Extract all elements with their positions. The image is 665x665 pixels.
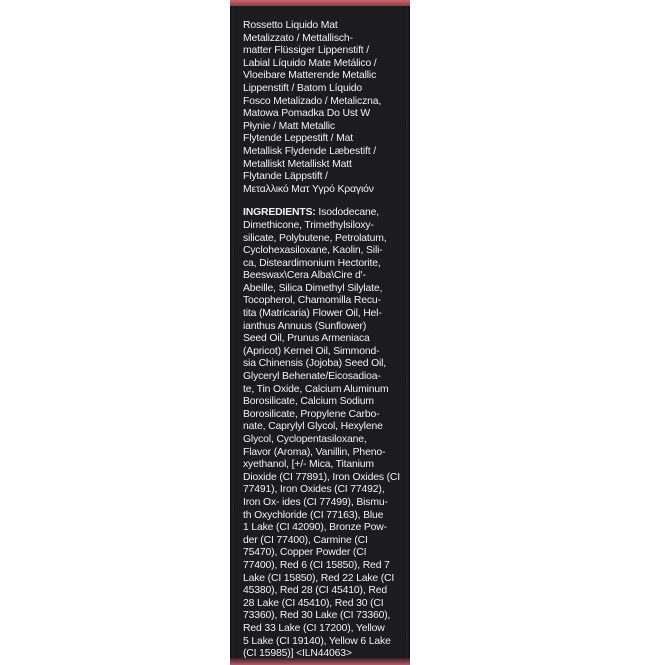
ingredient-line: Abeille, Silica Dimethyl Silylate, [243, 282, 383, 294]
product-name-translations [243, 20, 405, 196]
ingredient-line: 75470), Copper Powder (CI [243, 547, 367, 559]
ingredient-line: 5 Lake (CI 19140), Yellow 6 Lake [243, 635, 391, 647]
label-text [243, 20, 405, 661]
ingredients-first-text: Isododecane, [315, 207, 380, 219]
ingredient-line: 77491), Iron Oxides (CI 77492), [243, 484, 385, 496]
ingredient-line: 77400), Red 6 (CI 15850), Red 7 [243, 559, 390, 571]
name-line: Μεταλλικό Ματ Υγρό Κραγιόν [243, 183, 374, 195]
ingredient-line: 45380), Red 28 (CI 45410), Red [243, 585, 387, 597]
ingredient-line: Cyclohexasiloxane, Kaolin, Sili- [243, 245, 383, 257]
ingredient-line: Flavor (Aroma), Vanillin, Pheno- [243, 446, 386, 458]
ingredient-line: silicate, Polybutene, Petrolatum, [243, 232, 387, 244]
ingredient-line: Borosilicate, Propylene Carbo- [243, 408, 380, 420]
name-line: matter Flüssiger Lippenstift / [243, 45, 370, 57]
name-line: Flytande Läppstift / [243, 171, 328, 183]
ingredient-line: th Oxychloride (CI 77163), Blue [243, 509, 384, 521]
ingredients-first-line [243, 207, 405, 220]
ingredient-line: te, Tin Oxide, Calcium Aluminum [243, 383, 389, 395]
ingredient-line: Seed Oil, Prunus Armeniaca [243, 333, 370, 345]
ingredient-line: ca, Disteardimonium Hectorite, [243, 257, 381, 269]
ingredient-line: nate, Caprylyl Glycol, Hexylene [243, 421, 383, 433]
name-line: Płynie / Matt Metallic [243, 120, 335, 132]
ingredients-list [243, 207, 405, 660]
ingredient-line: xyethanol, [+/- Mica, Titanium [243, 459, 374, 471]
name-line: Flytende Leppestift / Mat [243, 133, 354, 145]
name-line: Vloeibare Matterende Metallic [243, 70, 377, 82]
name-line: Labial Líquido Mate Metálico / [243, 57, 377, 69]
ingredient-line: Borosilicate, Calcium Sodium [243, 396, 374, 408]
ingredient-line: ianthus Annuus (Sunflower) [243, 320, 367, 332]
ingredient-line: (CI 15985)] <ILN44063> [243, 648, 352, 660]
ingredient-line: Tocopherol, Chamomilla Recu- [243, 295, 381, 307]
ingredient-line: Lake (CI 15850), Red 22 Lake (CI [243, 572, 395, 584]
box-right-edge [406, 0, 410, 665]
ingredient-line: Beeswax\Cera Alba\Cire d'- [243, 270, 366, 282]
ingredient-line: sia Chinensis (Jojoba) Seed Oil, [243, 358, 387, 370]
name-line: Metalliskt Metalliskt Matt [243, 158, 352, 170]
ingredient-line: 73360), Red 30 Lake (CI 73360), [243, 610, 391, 622]
name-line: Lippenstift / Batom Líquido [243, 82, 362, 94]
box-left-edge [230, 0, 234, 665]
name-line: Fosco Metalizado / Metaliczna, [243, 95, 382, 107]
ingredient-line: Red 33 Lake (CI 17200), Yellow [243, 622, 385, 634]
name-line: Rossetto Liquido Mat [243, 20, 338, 31]
name-line: Metalizzato / Mettallisch- [243, 32, 353, 44]
ingredient-line: Dimethicone, Trimethylsiloxy- [243, 219, 374, 231]
name-line: Matowa Pomadka Do Ust W [243, 108, 371, 120]
ingredient-line: 28 Lake (CI 45410), Red 30 (CI [243, 597, 384, 609]
ingredient-line: Dioxide (CI 77891), Iron Oxides (CI [243, 471, 401, 483]
ingredient-line: der (CI 77400), Carmine (CI [243, 534, 368, 546]
ingredients-heading: INGREDIENTS: [243, 207, 316, 219]
ingredient-line: 1 Lake (CI 42090), Bronze Pow- [243, 522, 387, 534]
ingredient-line: tita (Matricaria) Flower Oil, Hel- [243, 308, 382, 320]
ingredient-line: (Apricot) Kernel Oil, Simmond- [243, 345, 380, 357]
ingredient-line: Glyceryl Behenate/Eicosadioa- [243, 371, 381, 383]
ingredient-line: Iron Ox- ides (CI 77499), Bismu- [243, 496, 388, 508]
box-top-pink-edge [230, 0, 410, 6]
ingredient-line: Glycol, Cyclopentasiloxane, [243, 434, 367, 445]
name-line: Metallisk Flydende Læbestift / [243, 145, 376, 157]
